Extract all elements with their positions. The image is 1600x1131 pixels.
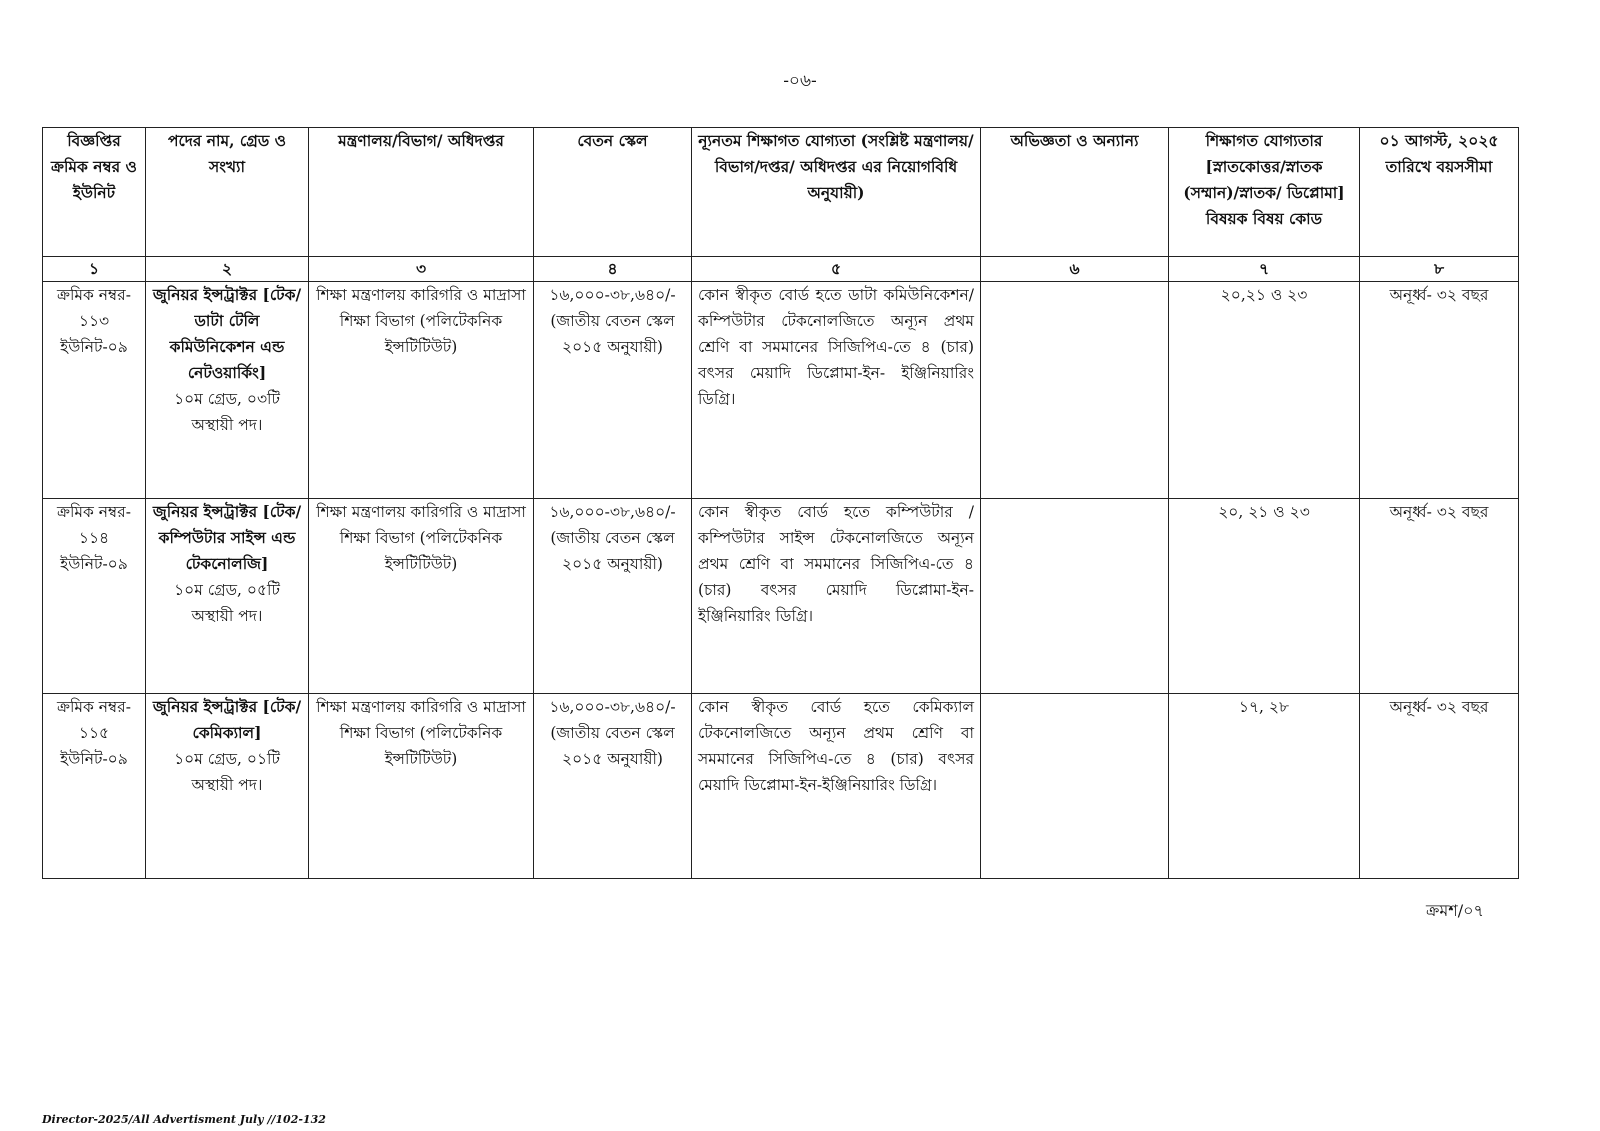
ministry-cell: শিক্ষা মন্ত্রণালয় কারিগরি ও মাদ্রাসা শিক্ষা বিভাগ (পলিটেকনিক ইন্সটিটিউট) — [309, 499, 534, 694]
post-grade: ১০ম গ্রেড, ০৩টি অস্থায়ী পদ। — [174, 390, 280, 434]
experience-cell — [981, 499, 1169, 694]
header-serial: বিজ্ঞপ্তির ক্রমিক নম্বর ও ইউনিট — [43, 128, 146, 257]
pay-scale-cell: ১৬,০০০-৩৮,৬৪০/- (জাতীয় বেতন স্কেল ২০১৫ অনুযায়ী) — [534, 694, 692, 879]
post-title: জুনিয়র ইন্সট্রাক্টর [টেক/কেমিক্যাল] — [152, 697, 302, 742]
experience-cell — [981, 282, 1169, 499]
recruitment-table — [42, 127, 1519, 879]
serial-cell: ক্রমিক নম্বর- ১১৪ ইউনিট-০৯ — [43, 499, 146, 694]
page-number: -০৬- — [783, 71, 817, 91]
ministry-cell: শিক্ষা মন্ত্রণালয় কারিগরি ও মাদ্রাসা শিক্ষা বিভাগ (পলিটেকনিক ইন্সটিটিউট) — [309, 282, 534, 499]
column-number: ৭ — [1169, 257, 1360, 282]
pay-scale-cell: ১৬,০০০-৩৮,৬৪০/- (জাতীয় বেতন স্কেল ২০১৫ অনুযায়ী) — [534, 499, 692, 694]
serial-cell: ক্রমিক নম্বর- ১১৩ ইউনিট-০৯ — [43, 282, 146, 499]
qualification-cell: কোন স্বীকৃত বোর্ড হতে ডাটা কমিউনিকেশন/ কম্পিউটার টেকনোলজিতে অন্যূন প্রথম শ্রেণি বা সমমানের সিজিপিএ-তে ৪ (চার) বৎসর মেয়াদি ডিপ্লোমা-ইন- ইঞ্জিনিয়ারিং ডিগ্রি। — [692, 282, 981, 499]
age-limit-cell: অনূর্ধ্ব- ৩২ বছর — [1360, 499, 1519, 694]
post-title: জুনিয়র ইন্সট্রাক্টর [টেক/কম্পিউটার সাইন্স এন্ড টেকনোলজি] — [152, 502, 302, 573]
post-grade: ১০ম গ্রেড, ০১টি অস্থায়ী পদ। — [174, 750, 280, 794]
post-cell — [146, 282, 309, 499]
header-ministry: মন্ত্রণালয়/বিভাগ/ অধিদপ্তর — [309, 128, 534, 257]
qualification-cell: কোন স্বীকৃত বোর্ড হতে কম্পিউটার /কম্পিউটার সাইন্স টেকনোলজিতে অন্যূন প্রথম শ্রেণি বা সমমানের সিজিপিএ-তে ৪ (চার) বৎসর মেয়াদি ডিপ্লোমা-ইন- ইঞ্জিনিয়ারিং ডিগ্রি। — [692, 499, 981, 694]
table-row — [43, 282, 1519, 499]
experience-cell — [981, 694, 1169, 879]
header-qualification: ন্যূনতম শিক্ষাগত যোগ্যতা (সংশ্লিষ্ট মন্ত্রণালয়/বিভাগ/দপ্তর/ অধিদপ্তর এর নিয়োগবিধি অনুযায়ী) — [692, 128, 981, 257]
post-cell — [146, 499, 309, 694]
column-number: ৩ — [309, 257, 534, 282]
header-subject-code: শিক্ষাগত যোগ্যতার [স্নাতকোত্তর/স্নাতক (সম্মান)/স্নাতক/ ডিপ্লোমা] বিষয়ক বিষয় কোড — [1169, 128, 1360, 257]
age-limit-cell: অনূর্ধ্ব- ৩২ বছর — [1360, 282, 1519, 499]
ministry-cell: শিক্ষা মন্ত্রণালয় কারিগরি ও মাদ্রাসা শিক্ষা বিভাগ (পলিটেকনিক ইন্সটিটিউট) — [309, 694, 534, 879]
subject-code-cell: ২০, ২১ ও ২৩ — [1169, 499, 1360, 694]
post-title: জুনিয়র ইন্সট্রাক্টর [টেক/ডাটা টেলি কমিউনিকেশন এন্ড নেটওয়ার্কিং] — [152, 285, 302, 382]
post-grade: ১০ম গ্রেড, ০৫টি অস্থায়ী পদ। — [174, 581, 280, 625]
column-number: ৫ — [692, 257, 981, 282]
continuation-note: ক্রমশ/০৭ — [1426, 901, 1484, 920]
column-number: ২ — [146, 257, 309, 282]
header-age-limit: ০১ আগস্ট, ২০২৫ তারিখে বয়সসীমা — [1360, 128, 1519, 257]
column-number: ৮ — [1360, 257, 1519, 282]
column-number-row — [43, 257, 1519, 282]
subject-code-cell: ২০,২১ ও ২৩ — [1169, 282, 1360, 499]
column-number: ১ — [43, 257, 146, 282]
age-limit-cell: অনূর্ধ্ব- ৩২ বছর — [1360, 694, 1519, 879]
column-number: ৪ — [534, 257, 692, 282]
header-post: পদের নাম, গ্রেড ও সংখ্যা — [146, 128, 309, 257]
footer-reference: Director-2025/All Advertisment July //102-132 — [42, 1113, 326, 1126]
table-row — [43, 694, 1519, 879]
post-cell — [146, 694, 309, 879]
header-experience: অভিজ্ঞতা ও অন্যান্য — [981, 128, 1169, 257]
header-row — [43, 128, 1519, 257]
subject-code-cell: ১৭, ২৮ — [1169, 694, 1360, 879]
pay-scale-cell: ১৬,০০০-৩৮,৬৪০/- (জাতীয় বেতন স্কেল ২০১৫ অনুযায়ী) — [534, 282, 692, 499]
header-pay-scale: বেতন স্কেল — [534, 128, 692, 257]
serial-cell: ক্রমিক নম্বর- ১১৫ ইউনিট-০৯ — [43, 694, 146, 879]
column-number: ৬ — [981, 257, 1169, 282]
qualification-cell: কোন স্বীকৃত বোর্ড হতে কেমিক্যাল টেকনোলজিতে অন্যূন প্রথম শ্রেণি বা সমমানের সিজিপিএ-তে ৪ (চার) বৎসর মেয়াদি ডিপ্লোমা-ইন-ইঞ্জিনিয়ারিং ডিগ্রি। — [692, 694, 981, 879]
table-row — [43, 499, 1519, 694]
